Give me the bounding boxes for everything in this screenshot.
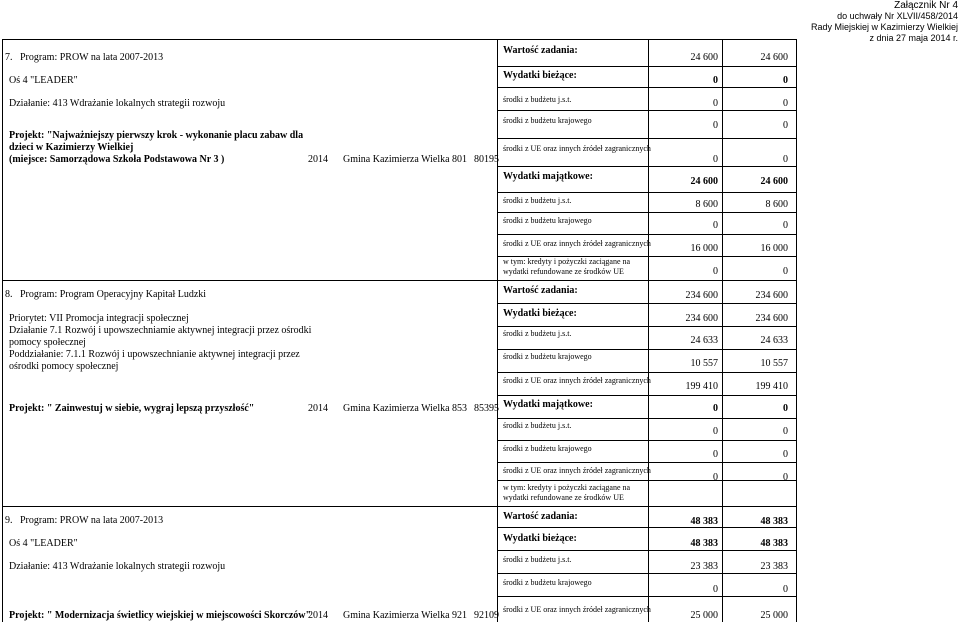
value-majatkowe-plan: 0 xyxy=(713,403,718,414)
value-ue-plan: 25 000 xyxy=(690,610,718,621)
value-m-ue-total: 16 000 xyxy=(760,243,788,254)
section-number: 7. xyxy=(5,52,13,63)
label-krajowe: środki z budżetu krajowego xyxy=(503,116,592,125)
value-krajowe-plan: 0 xyxy=(713,120,718,131)
label-ue: środki z UE oraz innych źródeł zagranicznych xyxy=(503,144,651,153)
value-biezace-plan: 234 600 xyxy=(685,313,718,324)
value-ue-plan: 199 410 xyxy=(685,381,718,392)
axis-name: Oś 4 "LEADER" xyxy=(9,538,78,549)
label-jst: środki z budżetu j.s.t. xyxy=(503,421,572,430)
label-wartosc: Wartość zadania: xyxy=(503,45,578,56)
action-name: Działanie: 413 Wdrażanie lokalnych strategii rozwoju xyxy=(9,98,226,109)
project-title: Projekt: " Modernizacja świetlicy wiejskiej w miejscowości Skorczów" xyxy=(9,610,312,621)
value-biezace-plan: 48 383 xyxy=(690,538,718,549)
value-m-jst-plan: 0 xyxy=(713,426,718,437)
value-m-jst-total: 0 xyxy=(783,426,788,437)
value-m-jst-plan: 8 600 xyxy=(695,199,718,210)
value-jst-total: 0 xyxy=(783,98,788,109)
value-jst-plan: 23 383 xyxy=(690,561,718,572)
action-line2: pomocy społecznej xyxy=(9,337,86,348)
program-name: Program: PROW na lata 2007-2013 xyxy=(20,52,164,63)
label-wydatki-majatkowe: Wydatki majątkowe: xyxy=(503,399,593,410)
project-title: Projekt: " Zainwestuj w siebie, wygraj lepszą przyszłość" xyxy=(9,403,255,414)
value-ue-plan: 0 xyxy=(713,154,718,165)
council-name: Rady Miejskiej w Kazimierzy Wielkiej xyxy=(810,22,958,32)
value-jst-total: 23 383 xyxy=(760,561,788,572)
value-majatkowe-plan: 24 600 xyxy=(690,176,718,187)
value-majatkowe-total: 24 600 xyxy=(760,176,788,187)
value-krajowe-total: 10 557 xyxy=(760,358,788,369)
value-m-ue-plan: 0 xyxy=(713,472,718,483)
program-name: Program: PROW na lata 2007-2013 xyxy=(20,515,164,526)
resolution-number: do uchwały Nr XLVII/458/2014 xyxy=(837,11,958,21)
section-number: 8. xyxy=(5,289,13,300)
value-ue-total: 25 000 xyxy=(760,610,788,621)
value-m-krajowe-plan: 0 xyxy=(713,220,718,231)
label-krajowe: środki z budżetu krajowego xyxy=(503,578,592,587)
action-name: Działanie: 413 Wdrażanie lokalnych strategii rozwoju xyxy=(9,561,226,572)
label-jst: środki z budżetu j.s.t. xyxy=(503,95,572,104)
value-jst-plan: 24 633 xyxy=(690,335,718,346)
value-krajowe-plan: 0 xyxy=(713,584,718,595)
label-jst: środki z budżetu j.s.t. xyxy=(503,555,572,564)
project-year: 2014 xyxy=(308,610,328,621)
project-rozdzial: 85395 xyxy=(474,403,499,414)
value-kredyty-total: 0 xyxy=(783,266,788,277)
label-ue: środki z UE oraz innych źródeł zagranicznych xyxy=(503,605,651,614)
project-gmina: Gmina Kazimierza Wielka xyxy=(343,403,450,414)
value-jst-total: 24 633 xyxy=(760,335,788,346)
attachment-header xyxy=(811,0,958,44)
project-title-line2: dzieci w Kazimierzy Wielkiej xyxy=(9,142,134,153)
value-wartosc-total: 48 383 xyxy=(760,516,788,527)
value-krajowe-plan: 10 557 xyxy=(690,358,718,369)
value-ue-total: 199 410 xyxy=(755,381,788,392)
value-biezace-total: 48 383 xyxy=(760,538,788,549)
value-m-jst-total: 8 600 xyxy=(765,199,788,210)
project-gmina: Gmina Kazimierza Wielka xyxy=(343,610,450,621)
value-m-ue-total: 0 xyxy=(783,472,788,483)
value-m-ue-plan: 16 000 xyxy=(690,243,718,254)
value-biezace-total: 234 600 xyxy=(755,313,788,324)
label-kredyty-line2: wydatki refundowane ze środków UE xyxy=(503,267,624,276)
label-wydatki-majatkowe: Wydatki majątkowe: xyxy=(503,171,593,182)
value-krajowe-total: 0 xyxy=(783,120,788,131)
project-rozdzial: 92109 xyxy=(474,610,499,621)
label-wydatki-biezace: Wydatki bieżące: xyxy=(503,70,577,81)
project-rozdzial: 80195 xyxy=(474,154,499,165)
label-kredyty-line2: wydatki refundowane ze środków UE xyxy=(503,493,624,502)
subaction-line2: ośrodki pomocy społecznej xyxy=(9,361,119,372)
value-ue-total: 0 xyxy=(783,154,788,165)
axis-name: Oś 4 "LEADER" xyxy=(9,75,78,86)
value-jst-plan: 0 xyxy=(713,98,718,109)
section-number: 9. xyxy=(5,515,13,526)
label-wydatki-biezace: Wydatki bieżące: xyxy=(503,533,577,544)
resolution-date: z dnia 27 maja 2014 r. xyxy=(869,33,958,43)
value-biezace-total: 0 xyxy=(783,75,788,86)
label-ue: środki z UE oraz innych źródeł zagranicznych xyxy=(503,376,651,385)
priority-name: Priorytet: VII Promocja integracji społecznej xyxy=(9,313,189,324)
program-name: Program: Program Operacyjny Kapitał Ludzki xyxy=(20,289,207,300)
project-dzial: 853 xyxy=(452,403,467,414)
label-wartosc: Wartość zadania: xyxy=(503,511,578,522)
project-gmina: Gmina Kazimierza Wielka xyxy=(343,154,450,165)
project-dzial: 921 xyxy=(452,610,467,621)
project-year: 2014 xyxy=(308,403,328,414)
subaction-line1: Poddziałanie: 7.1.1 Rozwój i upowszechnianie aktywnej integracji przez xyxy=(9,349,300,360)
value-kredyty-plan: 0 xyxy=(713,266,718,277)
label-wydatki-biezace: Wydatki bieżące: xyxy=(503,308,577,319)
value-wartosc-plan: 24 600 xyxy=(690,52,718,63)
value-wartosc-plan: 234 600 xyxy=(685,290,718,301)
action-line1: Działanie 7.1 Rozwój i upowszechniamie aktywnej integracji przez ośrodki xyxy=(9,325,312,336)
value-biezace-plan: 0 xyxy=(713,75,718,86)
value-m-krajowe-total: 0 xyxy=(783,449,788,460)
value-wartosc-total: 234 600 xyxy=(755,290,788,301)
value-m-krajowe-plan: 0 xyxy=(713,449,718,460)
label-jst: środki z budżetu j.s.t. xyxy=(503,329,572,338)
value-krajowe-total: 0 xyxy=(783,584,788,595)
label-krajowe: środki z budżetu krajowego xyxy=(503,444,592,453)
project-dzial: 801 xyxy=(452,154,467,165)
label-wartosc: Wartość zadania: xyxy=(503,285,578,296)
label-krajowe: środki z budżetu krajowego xyxy=(503,352,592,361)
label-kredyty-line1: w tym: kredyty i pożyczki zaciągane na xyxy=(503,483,631,492)
project-location: (miejsce: Samorządowa Szkoła Podstawowa Nr 3 ) xyxy=(9,154,225,165)
label-krajowe: środki z budżetu krajowego xyxy=(503,216,592,225)
label-ue: środki z UE oraz innych źródeł zagranicznych xyxy=(503,466,651,475)
value-m-krajowe-total: 0 xyxy=(783,220,788,231)
value-wartosc-total: 24 600 xyxy=(760,52,788,63)
project-title-line1: Projekt: "Najważniejszy pierwszy krok - wykonanie placu zabaw dla xyxy=(9,130,304,141)
value-majatkowe-total: 0 xyxy=(783,403,788,414)
label-jst: środki z budżetu j.s.t. xyxy=(503,196,572,205)
label-ue: środki z UE oraz innych źródeł zagranicznych xyxy=(503,239,651,248)
project-year: 2014 xyxy=(308,154,328,165)
value-wartosc-plan: 48 383 xyxy=(690,516,718,527)
label-kredyty-line1: w tym: kredyty i pożyczki zaciągane na xyxy=(503,257,631,266)
attachment-number: Załącznik Nr 4 xyxy=(894,0,958,11)
